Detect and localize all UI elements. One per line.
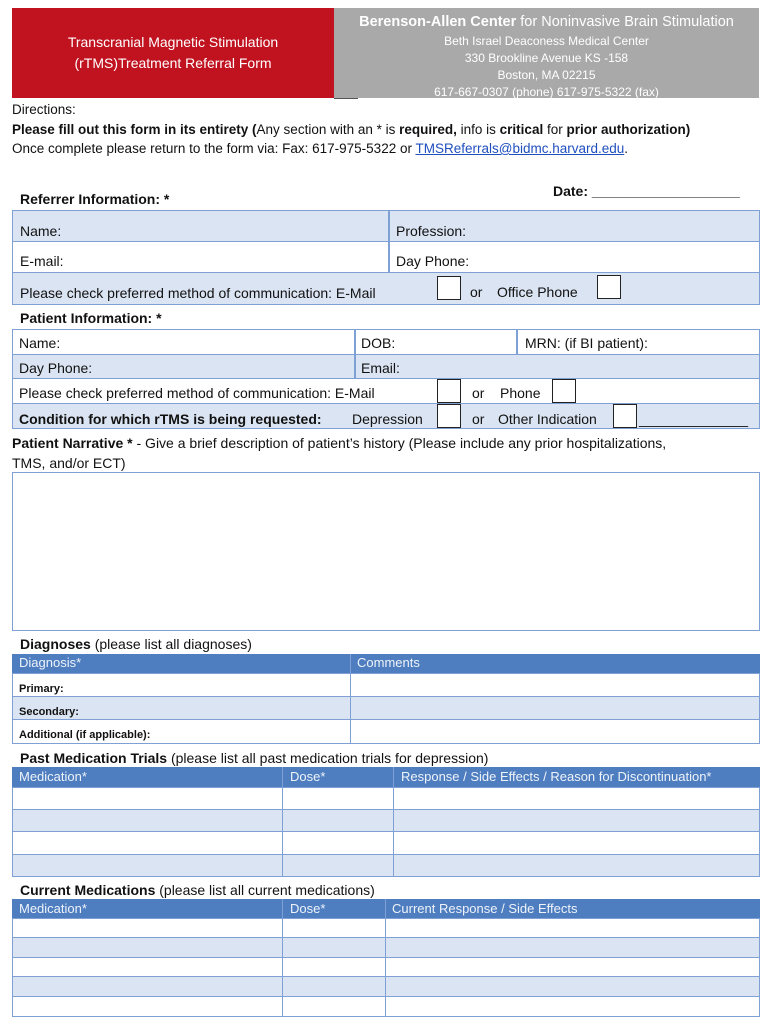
address-line1: 330 Brookline Avenue KS -158 — [464, 51, 629, 65]
current-med-row[interactable] — [12, 976, 760, 997]
primary-label: Primary: — [19, 683, 64, 695]
diagnosis-row-primary[interactable] — [12, 673, 760, 697]
current-med-row[interactable] — [12, 937, 760, 958]
directions-line1: Please fill out this form in its entirety (Any section with an * is required, info is critical for prior authorization) — [12, 122, 691, 137]
date-field[interactable]: Date: ___________________ — [553, 183, 740, 199]
current-med-row[interactable] — [12, 918, 760, 938]
phone-fax: 617-667-0307 (phone) 617-975-5322 (fax) — [434, 85, 659, 99]
directions-heading: Directions: — [12, 102, 76, 117]
referrer-office-phone-checkbox[interactable] — [597, 275, 621, 299]
form-title-line2: (rTMS)Treatment Referral Form — [74, 55, 272, 71]
current-med-col-header: Medication* — [19, 901, 87, 916]
referrer-day-phone-field[interactable]: Day Phone: — [396, 253, 470, 269]
directions-line2: Once complete please return to the form via: Fax: 617-975-5322 or TMSReferrals@bidmc.harvard.edu. — [12, 141, 629, 156]
other-indication-label: Other Indication — [498, 411, 597, 427]
institution: Beth Israel Deaconess Medical Center — [444, 34, 649, 48]
current-dose-col-header: Dose* — [290, 901, 326, 916]
comments-col-header: Comments — [357, 655, 420, 670]
current-meds-header-row — [12, 899, 760, 919]
patient-phone-checkbox[interactable] — [552, 379, 576, 403]
center-info-block — [334, 8, 759, 98]
center-name: Berenson-Allen Center for Noninvasive Brain Stimulation — [359, 14, 734, 30]
patient-pref-comm-label: Please check preferred method of communication: E-Mail — [19, 385, 375, 401]
diagnosis-row-secondary[interactable] — [12, 696, 760, 720]
address-line2: Boston, MA 02215 — [497, 68, 596, 82]
patient-mrn-field[interactable]: MRN: (if BI patient): — [525, 335, 648, 351]
header-rule — [334, 98, 358, 99]
referrer-pref-comm-label: Please check preferred method of communication: E-Mail — [20, 285, 376, 301]
referral-email-link[interactable]: TMSReferrals@bidmc.harvard.edu — [415, 141, 625, 156]
referrer-row-2 — [12, 241, 760, 273]
diagnoses-heading: Diagnoses (please list all diagnoses) — [20, 636, 252, 652]
past-med-col-header: Medication* — [19, 769, 87, 784]
referrer-row-1 — [12, 210, 760, 242]
or-label: or — [470, 284, 483, 300]
past-med-row[interactable] — [12, 809, 760, 832]
additional-label: Additional (if applicable): — [19, 729, 151, 741]
patient-dob-field[interactable]: DOB: — [361, 335, 396, 351]
current-response-col-header: Current Response / Side Effects — [392, 901, 578, 916]
or-label: or — [472, 411, 485, 427]
depression-checkbox[interactable] — [437, 404, 461, 428]
narrative-heading: Patient Narrative * - Give a brief description of patient’s history (Please include any prior hospitalizations, — [12, 435, 667, 451]
condition-label: Condition for which rTMS is being requested: — [19, 411, 322, 427]
past-dose-col-header: Dose* — [290, 769, 326, 784]
patient-section-title: Patient Information: * — [20, 310, 162, 326]
referrer-section-title: Referrer Information: * — [20, 191, 170, 207]
current-med-row[interactable] — [12, 957, 760, 977]
referrer-email-checkbox[interactable] — [437, 276, 461, 300]
diagnosis-col-header: Diagnosis* — [19, 655, 82, 670]
current-med-row[interactable] — [12, 996, 760, 1017]
form-title-block — [12, 8, 334, 98]
other-indication-checkbox[interactable] — [613, 404, 637, 428]
past-med-row[interactable] — [12, 831, 760, 855]
patient-email-checkbox[interactable] — [437, 379, 461, 403]
referrer-name-field[interactable]: Name: — [20, 223, 62, 239]
referrer-profession-field[interactable]: Profession: — [396, 223, 467, 239]
secondary-label: Secondary: — [19, 706, 79, 718]
narrative-textarea[interactable] — [12, 472, 760, 631]
patient-day-phone-field[interactable]: Day Phone: — [19, 360, 93, 376]
or-label: or — [472, 385, 485, 401]
past-med-row[interactable] — [12, 854, 760, 877]
other-indication-line[interactable]: ______________ — [639, 411, 749, 427]
past-meds-heading: Past Medication Trials (please list all past medication trials for depression) — [20, 750, 489, 766]
past-response-col-header: Response / Side Effects / Reason for Discontinuation* — [401, 769, 712, 784]
past-med-row[interactable] — [12, 787, 760, 810]
depression-label: Depression — [352, 411, 423, 427]
phone-label: Phone — [500, 385, 541, 401]
office-phone-label: Office Phone — [497, 284, 578, 300]
form-title-line1: Transcranial Magnetic Stimulation — [67, 34, 279, 50]
patient-name-field[interactable]: Name: — [19, 335, 61, 351]
narrative-heading-line2: TMS, and/or ECT) — [12, 455, 126, 471]
referrer-email-field[interactable]: E-mail: — [20, 253, 64, 269]
patient-email-field[interactable]: Email: — [361, 360, 400, 376]
current-meds-heading: Current Medications (please list all current medications) — [20, 882, 375, 898]
